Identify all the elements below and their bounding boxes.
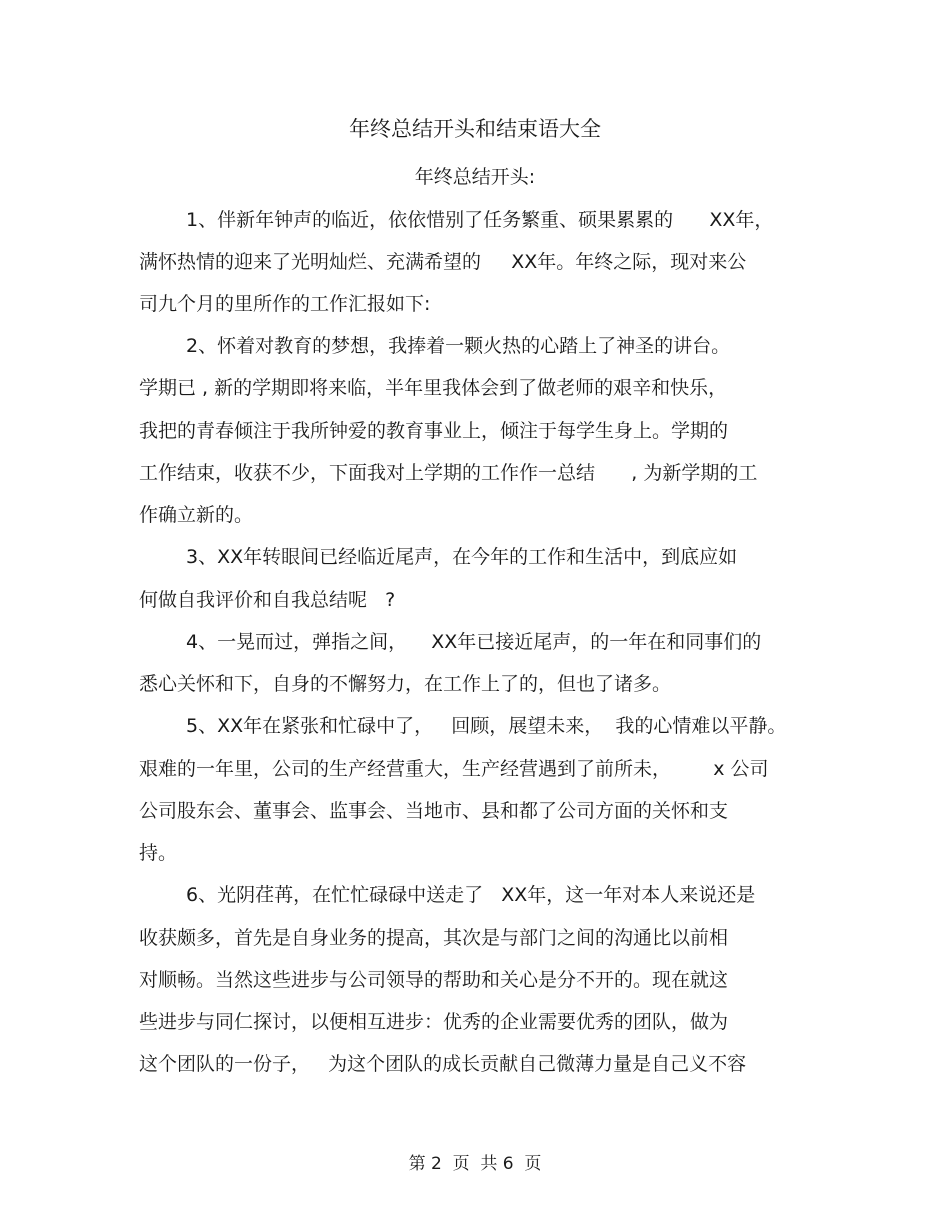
paragraph-4-line-1: 4、一晃而过，弹指之间， XX年已接近尾声，的一年在和同事们的 xyxy=(186,631,762,653)
section-heading: 年终总结开头: xyxy=(414,166,536,188)
paragraph-3-line-2: 何做自我评价和自我总结呢 ? xyxy=(139,589,396,611)
paragraph-5-line-1: 5、XX年在紧张和忙碌中了， 回顾，展望未来， 我的心情难以平静。 xyxy=(186,715,787,737)
paragraph-3-line-1: 3、XX年转眼间已经临近尾声，在今年的工作和生活中，到底应如 xyxy=(186,546,738,568)
paragraph-4-line-2: 悉心关怀和下，自身的不懈努力，在工作上了的，但也了诸多。 xyxy=(139,673,672,695)
paragraph-2-line-1: 2、怀着对教育的梦想，我捧着一颗火热的心踏上了神圣的讲台。 xyxy=(186,335,731,357)
paragraph-1-line-1: 1、伴新年钟声的临近，依依惜别了任务繁重、硕果累累的 XX年， xyxy=(186,209,774,231)
paragraph-2-line-4: 工作结束，收获不少，下面我对上学期的工作作一总结 , 为新学期的工 xyxy=(139,462,758,484)
paragraph-6-line-5: 这个团队的一份子， 为这个团队的成长贡献自己微薄力量是自己义不容 xyxy=(139,1053,747,1075)
paragraph-6-line-2: 收获颇多，首先是自身业务的提高，其次是与部门之间的沟通比以前相 xyxy=(139,927,729,949)
paragraph-1-line-2: 满怀热情的迎来了光明灿烂、充满希望的 XX年。年终之际，现对来公 xyxy=(139,251,747,273)
paragraph-2-line-5: 作确立新的。 xyxy=(139,504,254,526)
paragraph-1-line-3: 司九个月的里所作的工作汇报如下: xyxy=(139,293,431,315)
paragraph-6-line-3: 对顺畅。当然这些进步与公司领导的帮助和关心是分不开的。现在就这 xyxy=(139,969,729,991)
paragraph-5-line-3: 公司股东会、董事会、监事会、当地市、县和都了公司方面的关怀和支 xyxy=(139,800,729,822)
document-title: 年终总结开头和结束语大全 xyxy=(349,117,601,141)
paragraph-2-line-3: 我把的青春倾注于我所钟爱的教育事业上，倾注于每学生身上。学期的 xyxy=(139,420,729,442)
paragraph-5-line-4: 持。 xyxy=(139,842,178,864)
page-number-footer: 第 2 页 共 6 页 xyxy=(408,1154,542,1174)
paragraph-2-line-2: 学期已 , 新的学期即将来临，半年里我体会到了做老师的艰辛和快乐， xyxy=(139,377,728,399)
paragraph-6-line-4: 些进步与同仁探讨，以便相互进步：优秀的企业需要优秀的团队，做为 xyxy=(139,1011,729,1033)
paragraph-5-line-2: 艰难的一年里，公司的生产经营重大，生产经营遇到了前所未， x 公司 xyxy=(139,758,769,780)
paragraph-6-line-1: 6、光阴荏苒，在忙忙碌碌中送走了 XX年，这一年对本人来说还是 xyxy=(186,884,756,906)
